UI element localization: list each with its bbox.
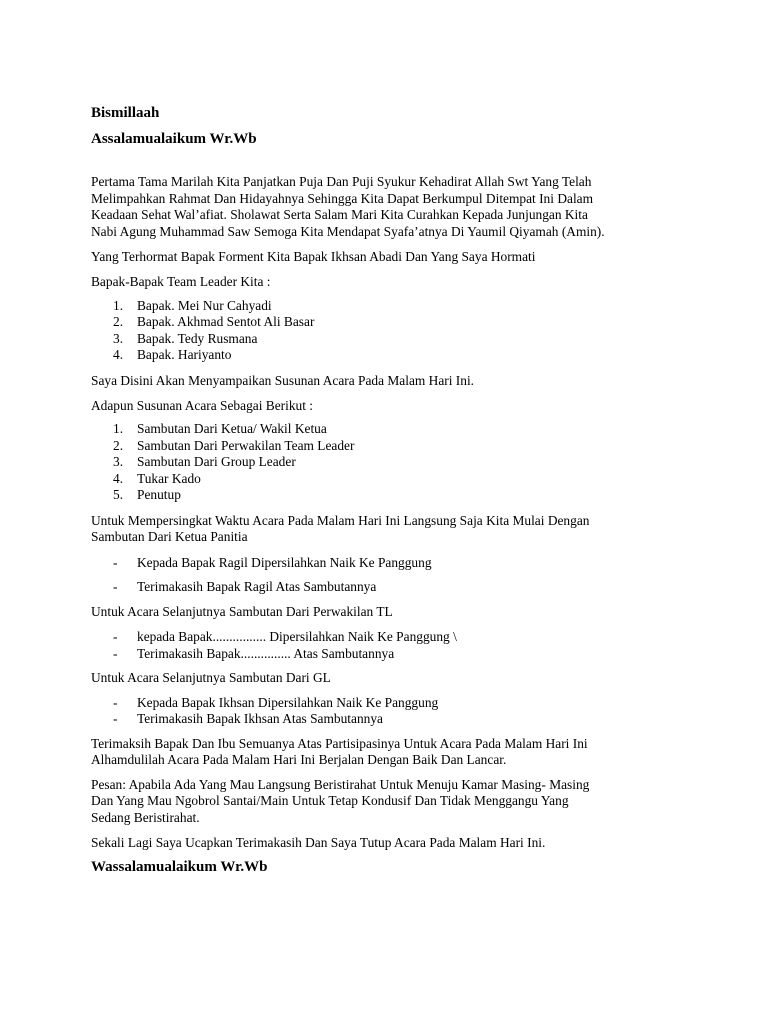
thanks-line: Alhamdulilah Acara Pada Malam Hari Ini Berjalan Dengan Baik Dan Lancar. — [91, 752, 507, 768]
list-item — [91, 347, 691, 364]
next-tl-line: Untuk Acara Selanjutnya Sambutan Dari Perwakilan TL — [91, 604, 393, 620]
start-line: Untuk Mempersingkat Waktu Acara Pada Malam Hari Ini Langsung Saja Kita Mulai Dengan — [91, 512, 590, 528]
dash-marker: - — [113, 694, 118, 710]
list-item — [91, 629, 691, 646]
list-text: Sambutan Dari Perwakilan Team Leader — [137, 437, 355, 453]
list-text: Kepada Bapak Ikhsan Dipersilahkan Naik Ke Panggung — [137, 694, 439, 710]
agenda-list — [91, 421, 691, 504]
list-text: Tukar Kado — [137, 470, 201, 486]
list-number: 3. — [113, 454, 124, 470]
heading-salam: Assalamualaikum Wr.Wb — [91, 131, 257, 147]
list-item — [91, 711, 691, 728]
announce-line: Saya Disini Akan Menyampaikan Susunan Acara Pada Malam Hari Ini. — [91, 372, 475, 388]
respect-line: Yang Terhormat Bapak Forment Kita Bapak Ikhsan Abadi Dan Yang Saya Hormati — [91, 248, 536, 264]
list-number: 4. — [113, 470, 124, 486]
list-text: Sambutan Dari Group Leader — [137, 454, 296, 470]
message-line: Pesan: Apabila Ada Yang Mau Langsung Beristirahat Untuk Menuju Kamar Masing- Masing — [91, 776, 590, 792]
list-item — [91, 298, 691, 315]
list-item — [91, 579, 691, 596]
list-text: Bapak. Akhmad Sentot Ali Basar — [137, 314, 315, 330]
list-number: 1. — [113, 421, 124, 437]
list-number: 3. — [113, 330, 124, 346]
list-item — [91, 695, 691, 712]
heading-bismillaah: Bismillaah — [91, 105, 160, 121]
list-text: Terimakasih Bapak............... Atas Sambutannya — [137, 645, 395, 661]
dash-marker: - — [113, 554, 118, 570]
list-number: 2. — [113, 437, 124, 453]
list-item — [91, 555, 691, 572]
document-body — [91, 104, 691, 876]
message-line: Dan Yang Mau Ngobrol Santai/Main Untuk Tetap Kondusif Dan Tidak Menggangu Yang — [91, 793, 569, 809]
dash-marker: - — [113, 645, 118, 661]
list-text: Bapak. Mei Nur Cahyadi — [137, 297, 272, 313]
list-text: kepada Bapak................ Dipersilahkan Naik Ke Panggung \ — [137, 629, 457, 645]
list-number: 5. — [113, 487, 124, 503]
start-paragraph — [91, 513, 691, 546]
list-text: Bapak. Hariyanto — [137, 347, 232, 363]
section2-list — [91, 629, 691, 662]
list-item — [91, 438, 691, 455]
message-paragraph — [91, 777, 691, 827]
dash-marker: - — [113, 578, 118, 594]
list-item — [91, 646, 691, 663]
list-item — [91, 421, 691, 438]
list-item — [91, 471, 691, 488]
thanks-paragraph — [91, 736, 691, 769]
list-text: Terimakasih Bapak Ikhsan Atas Sambutannya — [137, 711, 383, 727]
next-gl-line: Untuk Acara Selanjutnya Sambutan Dari GL — [91, 670, 331, 686]
intro-line: Keadaan Sehat Wal’afiat. Sholawat Serta Salam Mari Kita Curahkan Kepada Junjungan Kita — [91, 207, 588, 223]
intro-line: Pertama Tama Marilah Kita Panjatkan Puja Dan Puji Syukur Kehadirat Allah Swt Yang Telah — [91, 174, 592, 189]
section3-list — [91, 695, 691, 728]
leaders-list — [91, 298, 691, 364]
dash-marker: - — [113, 629, 118, 645]
dash-marker: - — [113, 711, 118, 727]
list-number: 2. — [113, 314, 124, 330]
list-item — [91, 454, 691, 471]
leaders-intro: Bapak-Bapak Team Leader Kita : — [91, 273, 271, 289]
agenda-intro: Adapun Susunan Acara Sebagai Berikut : — [91, 397, 314, 413]
list-text: Terimakasih Bapak Ragil Atas Sambutannya — [137, 578, 377, 594]
list-text: Sambutan Dari Ketua/ Wakil Ketua — [137, 421, 327, 437]
intro-paragraph — [91, 174, 691, 240]
list-item — [91, 487, 691, 504]
list-number: 1. — [113, 297, 124, 313]
list-text: Kepada Bapak Ragil Dipersilahkan Naik Ke Panggung — [137, 554, 432, 570]
section1-list — [91, 555, 691, 596]
intro-line: Melimpahkan Rahmat Dan Hidayahnya Sehingga Kita Dapat Berkumpul Ditempat Ini Dalam — [91, 190, 594, 206]
intro-line: Nabi Agung Muhammad Saw Semoga Kita Mendapat Syafa’atnya Di Yaumil Qiyamah (Amin). — [91, 223, 605, 239]
thanks-line: Terimaksih Bapak Dan Ibu Semuanya Atas Partisipasinya Untuk Acara Pada Malam Hari Ini — [91, 735, 588, 751]
message-line: Sedang Beristirahat. — [91, 810, 200, 825]
farewell-heading: Wassalamualaikum Wr.Wb — [91, 859, 268, 876]
list-number: 4. — [113, 347, 124, 363]
list-item — [91, 331, 691, 348]
closing-line: Sekali Lagi Saya Ucapkan Terimakasih Dan Saya Tutup Acara Pada Malam Hari Ini. — [91, 834, 546, 850]
list-item — [91, 314, 691, 331]
list-text: Bapak. Tedy Rusmana — [137, 330, 258, 346]
list-text: Penutup — [137, 487, 181, 503]
start-line: Sambutan Dari Ketua Panitia — [91, 529, 248, 545]
